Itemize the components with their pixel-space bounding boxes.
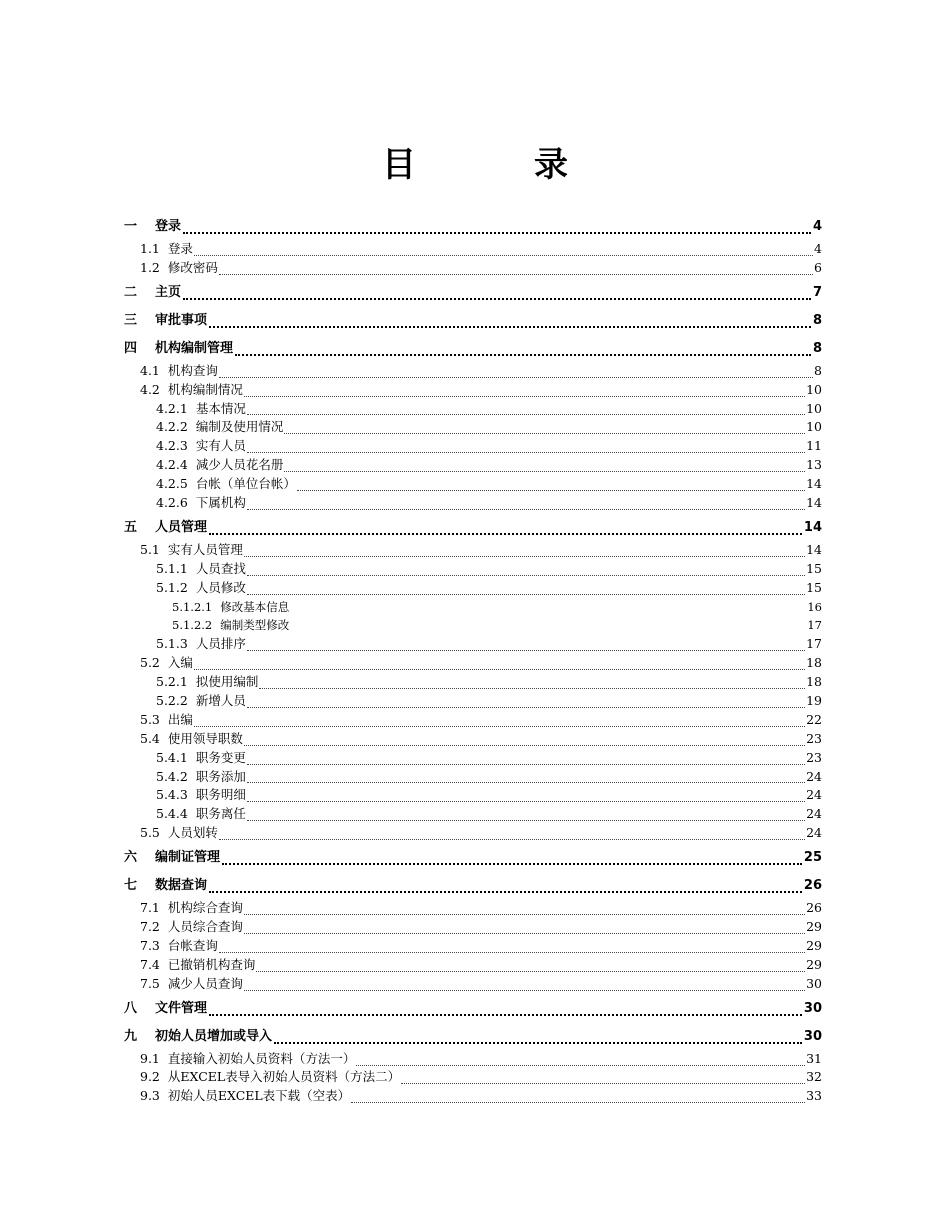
toc-entry-label: 机构编制情况 — [167, 381, 243, 397]
dot-leader — [219, 365, 813, 378]
toc-entry-heading — [140, 899, 243, 918]
toc-entry-page: 10 — [806, 400, 822, 416]
dot-leader — [247, 752, 805, 765]
dot-leader — [183, 284, 811, 300]
toc-entry[interactable] — [124, 899, 822, 918]
toc-entry-page: 11 — [806, 438, 822, 454]
toc-entry-page: 8 — [812, 312, 822, 328]
toc-entry-page: 23 — [806, 749, 822, 765]
table-of-contents — [124, 212, 822, 1106]
toc-entry[interactable] — [124, 673, 822, 692]
toc-entry-page: 23 — [806, 730, 822, 746]
toc-entry-label: 从EXCEL表导入初始人员资料（方法二） — [167, 1069, 401, 1085]
toc-entry[interactable] — [124, 1087, 822, 1106]
toc-entry-label: 登录 — [155, 219, 182, 234]
dot-leader — [247, 563, 805, 576]
toc-entry-number: 二 — [124, 284, 138, 300]
toc-entry-label: 数据查询 — [155, 878, 208, 894]
dot-leader — [219, 262, 813, 275]
dot-leader — [209, 1000, 802, 1016]
toc-entry[interactable] — [124, 786, 822, 805]
dot-leader — [284, 421, 805, 434]
toc-entry[interactable] — [124, 214, 822, 240]
toc-entry-page: 17 — [807, 618, 822, 633]
toc-entry-heading — [140, 362, 218, 381]
toc-entry-heading — [140, 1050, 355, 1069]
toc-entry-heading — [156, 673, 258, 692]
toc-entry-heading — [124, 1024, 272, 1050]
toc-entry-page: 30 — [803, 1028, 822, 1044]
toc-entry-page: 25 — [803, 850, 822, 866]
toc-entry-label: 人员查找 — [195, 560, 246, 576]
toc-entry-heading — [140, 259, 218, 278]
toc-entry-page: 14 — [803, 519, 822, 535]
toc-entry-heading — [124, 873, 207, 899]
toc-entry[interactable] — [124, 336, 822, 362]
toc-entry-number: 七 — [124, 878, 138, 894]
toc-entry-label: 机构综合查询 — [167, 900, 243, 916]
dot-leader — [247, 402, 805, 415]
toc-entry-number: 5.4.3 — [156, 787, 188, 803]
toc-entry-heading — [140, 918, 243, 937]
toc-entry-page: 18 — [806, 655, 822, 671]
toc-entry[interactable] — [124, 1050, 822, 1069]
toc-entry-page: 31 — [806, 1050, 822, 1066]
toc-entry-page: 4 — [812, 219, 822, 234]
dot-leader — [244, 384, 805, 397]
toc-entry[interactable] — [124, 400, 822, 419]
toc-entry-number: 4.2.4 — [156, 457, 188, 473]
toc-entry-number: 4.2.6 — [156, 495, 188, 510]
dot-leader — [247, 440, 805, 453]
toc-entry-number: 5.2 — [140, 655, 160, 671]
toc-entry-page: 33 — [806, 1088, 822, 1104]
toc-entry-heading — [124, 308, 207, 334]
dot-leader — [219, 827, 805, 840]
toc-entry-page: 24 — [806, 806, 822, 822]
toc-entry-number: 4.2 — [140, 381, 160, 397]
toc-entry[interactable] — [124, 579, 822, 598]
toc-entry[interactable] — [124, 975, 822, 994]
toc-entry[interactable] — [124, 259, 822, 278]
toc-entry-number: 五 — [124, 519, 138, 535]
toc-entry-page: 8 — [812, 340, 822, 356]
toc-entry-page: 14 — [806, 541, 822, 557]
dot-leader — [244, 544, 805, 557]
toc-entry-page: 18 — [806, 674, 822, 690]
dot-leader — [244, 902, 805, 915]
toc-entry[interactable] — [124, 560, 822, 579]
dot-leader — [290, 601, 806, 613]
toc-entry-label: 机构查询 — [167, 362, 218, 378]
dot-leader — [356, 1053, 805, 1066]
dot-leader — [219, 940, 805, 953]
toc-entry[interactable] — [124, 937, 822, 956]
toc-entry-page: 26 — [803, 878, 822, 894]
toc-entry-heading — [156, 475, 296, 494]
toc-entry-heading — [140, 541, 243, 560]
toc-entry-number: 4.2.2 — [156, 419, 188, 435]
toc-entry-page: 30 — [803, 1000, 822, 1016]
dot-leader — [247, 497, 805, 510]
toc-entry-page: 24 — [806, 787, 822, 803]
toc-entry-label: 人员管理 — [155, 519, 208, 535]
toc-entry-heading — [140, 730, 243, 749]
toc-entry-label: 人员划转 — [167, 825, 218, 841]
toc-entry-page: 29 — [806, 937, 822, 953]
toc-entry[interactable] — [124, 598, 822, 617]
toc-entry-label: 初始人员EXCEL表下载（空表） — [167, 1088, 351, 1104]
toc-entry-label: 减少人员花名册 — [195, 457, 284, 473]
dot-leader — [194, 657, 805, 670]
toc-entry-label: 机构编制管理 — [155, 340, 234, 356]
toc-entry-number: 1.1 — [140, 240, 160, 256]
dot-leader — [194, 714, 805, 727]
dot-leader — [222, 849, 802, 865]
toc-entry-heading — [156, 400, 246, 419]
toc-entry[interactable] — [124, 240, 822, 259]
toc-entry-page: 16 — [807, 599, 822, 614]
toc-entry-heading — [140, 1087, 350, 1106]
toc-entry-heading — [124, 996, 207, 1022]
toc-entry-label: 人员综合查询 — [167, 919, 243, 935]
toc-entry-heading — [156, 805, 246, 824]
toc-entry-number: 7.4 — [140, 956, 160, 972]
toc-entry[interactable] — [124, 494, 822, 513]
toc-entry[interactable] — [124, 280, 822, 306]
toc-entry-page: 10 — [806, 419, 822, 435]
toc-entry-number: 4.2.5 — [156, 476, 188, 492]
toc-entry[interactable] — [124, 616, 822, 635]
toc-entry-label: 基本情况 — [195, 400, 246, 416]
toc-entry-page: 14 — [806, 476, 822, 492]
toc-entry-number: 三 — [124, 312, 138, 328]
dot-leader — [297, 478, 805, 491]
toc-entry-heading — [156, 579, 246, 598]
dot-leader — [244, 733, 805, 746]
toc-entry-label: 新增人员 — [195, 693, 246, 709]
dot-leader — [247, 789, 805, 802]
toc-entry-heading — [124, 515, 207, 541]
dot-leader — [274, 1028, 802, 1044]
toc-entry-number: 9.2 — [140, 1069, 160, 1085]
toc-entry-page: 24 — [806, 768, 822, 784]
toc-entry-page: 14 — [806, 495, 822, 510]
dot-leader — [290, 620, 806, 632]
toc-entry[interactable] — [124, 824, 822, 843]
toc-entry-label: 职务明细 — [195, 787, 246, 803]
toc-entry-heading — [156, 456, 283, 475]
toc-entry-heading — [172, 616, 289, 635]
toc-entry-number: 4.2.1 — [156, 400, 188, 416]
toc-entry-page: 17 — [806, 636, 822, 652]
toc-entry[interactable] — [124, 308, 822, 334]
toc-entry[interactable] — [124, 456, 822, 475]
toc-entry-number: 5.1.3 — [156, 636, 188, 652]
toc-entry-label: 台帐查询 — [167, 937, 218, 953]
toc-entry-label: 审批事项 — [155, 312, 208, 328]
toc-entry-number: 5.1.2.2 — [172, 618, 213, 633]
toc-entry-label: 实有人员 — [195, 438, 246, 454]
toc-entry-number: 八 — [124, 1000, 138, 1016]
toc-entry[interactable] — [124, 541, 822, 560]
toc-entry-heading — [140, 654, 193, 673]
dot-leader — [183, 218, 811, 234]
toc-entry-label: 初始人员增加或导入 — [155, 1028, 273, 1044]
toc-entry-page: 30 — [806, 975, 822, 991]
dot-leader — [247, 638, 805, 651]
toc-entry[interactable] — [124, 654, 822, 673]
toc-entry-label: 文件管理 — [155, 1000, 208, 1016]
toc-entry-page: 32 — [806, 1069, 822, 1085]
toc-entry-number: 7.3 — [140, 937, 160, 953]
toc-entry[interactable] — [124, 418, 822, 437]
toc-entry-heading — [140, 1068, 400, 1087]
toc-entry-heading — [140, 937, 218, 956]
toc-entry-number: 一 — [124, 219, 138, 234]
toc-entry-label: 职务离任 — [195, 806, 246, 822]
toc-entry-heading — [140, 824, 218, 843]
toc-entry-number: 7.5 — [140, 975, 160, 991]
toc-entry-page: 6 — [814, 259, 822, 275]
toc-entry[interactable] — [124, 437, 822, 456]
toc-entry[interactable] — [124, 768, 822, 787]
toc-entry-number: 四 — [124, 340, 138, 356]
toc-entry-heading — [172, 598, 289, 617]
toc-entry-number: 5.1.2 — [156, 579, 188, 595]
toc-entry-label: 编制证管理 — [155, 850, 221, 866]
page-title: 目 录 — [382, 145, 610, 185]
toc-entry[interactable] — [124, 845, 822, 871]
toc-entry[interactable] — [124, 1069, 822, 1088]
toc-entry-label: 登录 — [167, 240, 193, 256]
toc-entry-heading — [156, 692, 246, 711]
toc-entry-heading — [124, 336, 233, 362]
toc-entry-label: 编制类型修改 — [220, 618, 290, 633]
toc-entry-number: 5.5 — [140, 825, 160, 841]
toc-entry-number: 5.4 — [140, 730, 160, 746]
toc-entry-heading — [156, 635, 246, 654]
toc-entry-heading — [140, 956, 255, 975]
toc-entry-heading — [124, 845, 220, 871]
toc-entry-label: 台帐（单位台帐） — [195, 476, 296, 492]
dot-leader — [256, 959, 805, 972]
dot-leader — [194, 243, 813, 256]
dot-leader — [351, 1090, 805, 1103]
toc-entry-page: 29 — [806, 919, 822, 935]
toc-entry-label: 编制及使用情况 — [195, 419, 284, 435]
toc-entry[interactable] — [124, 635, 822, 654]
toc-entry[interactable] — [124, 956, 822, 975]
toc-entry-heading — [140, 381, 243, 400]
toc-entry-label: 实有人员管理 — [167, 541, 243, 557]
toc-entry-heading — [140, 711, 193, 730]
toc-entry-number: 5.4.1 — [156, 749, 188, 765]
toc-entry-number: 4.2.3 — [156, 438, 188, 454]
toc-entry-heading — [156, 418, 283, 437]
toc-entry-label: 出编 — [167, 711, 193, 727]
toc-entry-heading — [124, 214, 181, 240]
toc-entry[interactable] — [124, 381, 822, 400]
toc-entry-page: 29 — [806, 956, 822, 972]
toc-entry-page: 22 — [806, 711, 822, 727]
dot-leader — [247, 582, 805, 595]
dot-leader — [244, 921, 805, 934]
toc-entry-label: 使用领导职数 — [167, 730, 243, 746]
toc-entry-number: 9.1 — [140, 1050, 160, 1066]
toc-entry-number: 5.1.2.1 — [172, 599, 213, 614]
dot-leader — [244, 978, 805, 991]
toc-entry-page: 26 — [806, 900, 822, 916]
toc-entry-number: 5.2.2 — [156, 693, 188, 709]
dot-leader — [209, 312, 811, 328]
dot-leader — [259, 676, 805, 689]
toc-entry-page: 7 — [812, 284, 822, 300]
toc-entry-heading — [156, 786, 246, 805]
toc-entry-label: 人员排序 — [195, 636, 246, 652]
toc-entry-label: 下属机构 — [195, 495, 246, 510]
toc-entry[interactable] — [124, 362, 822, 381]
toc-entry-number: 5.4.2 — [156, 768, 188, 784]
toc-entry[interactable] — [124, 475, 822, 494]
dot-leader — [247, 770, 805, 783]
toc-entry-heading — [156, 768, 246, 787]
toc-entry-page: 13 — [806, 457, 822, 473]
toc-entry[interactable] — [124, 996, 822, 1022]
toc-entry-label: 已撤销机构查询 — [167, 956, 256, 972]
toc-entry-heading — [156, 560, 246, 579]
toc-entry-number: 5.3 — [140, 711, 160, 727]
toc-entry-number: 5.1 — [140, 541, 160, 557]
toc-entry-number: 六 — [124, 850, 138, 866]
toc-entry[interactable] — [124, 873, 822, 899]
toc-entry-label: 拟使用编制 — [195, 674, 259, 690]
toc-entry-number: 5.2.1 — [156, 674, 188, 690]
toc-entry-page: 10 — [806, 381, 822, 397]
toc-entry-label: 职务添加 — [195, 768, 246, 784]
dot-leader — [401, 1071, 805, 1084]
dot-leader — [284, 459, 805, 472]
toc-entry-heading — [156, 494, 246, 513]
toc-entry-page: 15 — [806, 560, 822, 576]
toc-entry-heading — [140, 240, 193, 259]
dot-leader — [247, 695, 805, 708]
toc-entry-heading — [124, 280, 181, 306]
toc-entry-page: 24 — [806, 825, 822, 841]
toc-entry-number: 九 — [124, 1028, 138, 1044]
dot-leader — [209, 877, 802, 893]
dot-leader — [235, 340, 811, 356]
toc-entry-heading — [156, 749, 246, 768]
toc-entry-page: 15 — [806, 579, 822, 595]
toc-entry-page: 8 — [814, 362, 822, 378]
toc-entry-heading — [140, 975, 243, 994]
toc-entry[interactable] — [124, 692, 822, 711]
toc-entry-number: 9.3 — [140, 1088, 160, 1104]
toc-entry-label: 修改基本信息 — [220, 599, 290, 614]
toc-entry[interactable] — [124, 730, 822, 749]
dot-leader — [247, 808, 805, 821]
toc-entry-number: 1.2 — [140, 259, 160, 275]
toc-entry-label: 减少人员查询 — [167, 975, 243, 991]
toc-entry-label: 主页 — [155, 284, 182, 300]
toc-entry-number: 7.2 — [140, 919, 160, 935]
toc-entry-number: 5.1.1 — [156, 560, 188, 576]
toc-entry-number: 4.1 — [140, 362, 160, 378]
toc-entry-label: 人员修改 — [195, 579, 246, 595]
toc-entry-page: 4 — [814, 240, 822, 256]
toc-entry-label: 修改密码 — [167, 259, 218, 275]
toc-entry-number: 5.4.4 — [156, 806, 188, 822]
toc-entry[interactable] — [124, 1024, 822, 1050]
toc-entry[interactable] — [124, 805, 822, 824]
toc-entry-label: 入编 — [167, 655, 193, 671]
toc-entry-page: 19 — [806, 693, 822, 709]
toc-entry[interactable] — [124, 515, 822, 541]
toc-entry-label: 职务变更 — [195, 749, 246, 765]
toc-entry[interactable] — [124, 749, 822, 768]
toc-entry[interactable] — [124, 711, 822, 730]
toc-entry[interactable] — [124, 918, 822, 937]
toc-entry-number: 7.1 — [140, 900, 160, 916]
toc-entry-label: 直接输入初始人员资料（方法一） — [167, 1050, 356, 1066]
toc-entry-heading — [156, 437, 246, 456]
dot-leader — [209, 519, 802, 535]
